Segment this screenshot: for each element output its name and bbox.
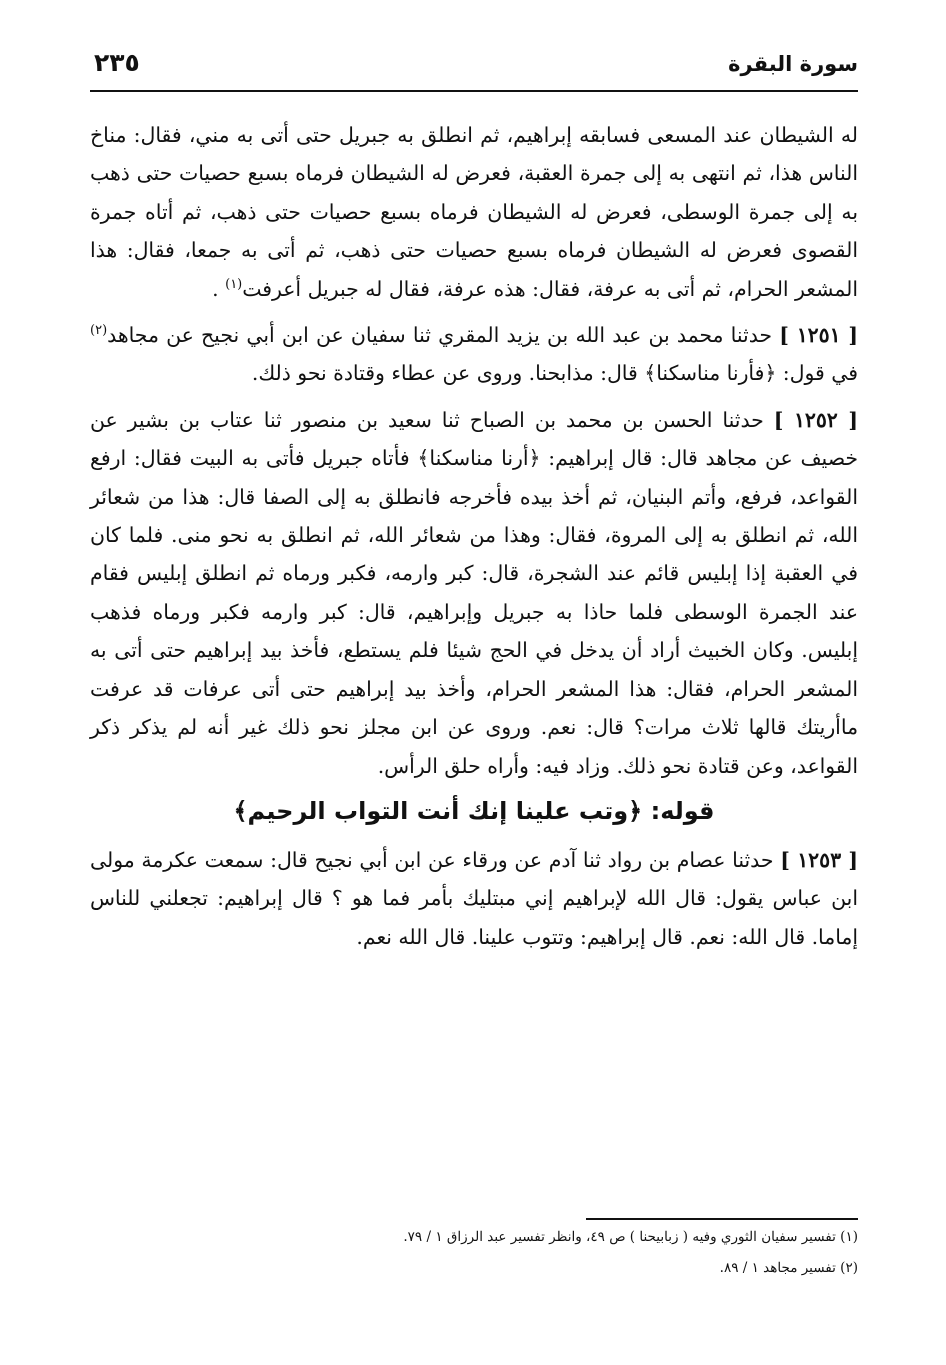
footnote-2: (٢) تفسير مجاهد ١ / ٨٩.	[719, 1260, 858, 1276]
hadith-number: [ ١٢٥١ ]	[779, 323, 859, 348]
hadith-number: [ ١٢٥٣ ]	[780, 847, 859, 872]
footnotes	[90, 1218, 858, 1282]
paragraph-text: حدثنا الحسن بن محمد بن الصباح ثنا سعيد بن منصور ثنا عتاب بن بشير عن خصيف عن مجاهد قال: قال إبراهيم: ﴿أرنا مناسكنا﴾ فأتاه جبريل فأتى به البيت فقال: ارفع القواعد، فرفع، وأتم البنيان، ثم أخذ بيده فأخرجه فانطلق به إلى الصفا قال: هذا من شعائر الله، ثم انطلق به إلى المروة، فقال: وهذا من شعائر الله، ثم انطلق به نحو منى. فلما كان في العقبة إذا إبليس قائم عند الشجرة، قال: كبر وارمه، فكبر ورماه ثم انطلق إبليس فقام عند الجمرة الوسطى فلما حاذا به جبريل وإبراهيم، قال: كبر وارمه فكبر ورماه فذهب إبليس. وكان الخبيث أراد أن يدخل في الحج شيئا فلم يستطع، فأخذ بيد إبراهيم حتى أتى به المشعر الحرام، فقال: هذا المشعر الحرام، وأخذ بيد إبراهيم حتى أتى عرفات قد عرفت ماأريتك قالها ثلاث مرات؟ قال: نعم. وروى عن ابن مجلز نحو ذلك غير أنه لم يذكر ذكر القواعد، وعن قتادة نحو ذلك. وزاد فيه: وأراه حلق الرأس.	[90, 407, 858, 778]
page-number: ٢٣٥	[94, 48, 140, 77]
paragraph-1253	[90, 841, 858, 956]
footnote-divider	[586, 1218, 858, 1220]
book-page	[90, 40, 858, 1330]
paragraph-text: حدثنا محمد بن عبد الله بن يزيد المقري ثنا سفيان عن ابن أبي نجيح عن مجاهد	[107, 323, 773, 348]
paragraph-1252	[90, 401, 858, 785]
hadith-number: [ ١٢٥٢ ]	[773, 407, 858, 432]
page-body	[90, 116, 858, 956]
paragraph-text: له الشيطان عند المسعى فسابقه إبراهيم، ثم انطلق به جبريل حتى أتى به مني، فقال: مناخ الناس هذا، ثم انتهى به إلى جمرة العقبة، فعرض له الشيطان فرماه بسبع حصيات حتى ذهب به إلى جمرة الوسطى، فعرض له الشيطان فرماه بسبع حصيات حتى ذهب، ثم أتاه جمرة القصوى فعرض له الشيطان فرماه بسبع حصيات حتى ذهب، ثم أتى به جمعا، فقال: هذا المشعر الحرام، ثم أتى به عرفة، فقال: هذه عرفة، فقال له جبريل أعرفت	[90, 123, 858, 301]
paragraph-tail: .	[212, 276, 226, 301]
paragraph-1251	[90, 316, 858, 393]
paragraph-tail: في قول: ﴿فأرنا مناسكنا﴾ قال: مذابحنا. وروى عن عطاء وقتادة نحو ذلك.	[251, 361, 858, 386]
paragraph-continuation	[90, 116, 858, 308]
footnote-1: (١) تفسير سفيان الثوري وفيه ( زبابيحنا ) ص ٤٩، وانظر تفسير عبد الرزاق ١ / ٧٩.	[403, 1229, 858, 1245]
page-header	[90, 40, 858, 92]
footnote-marker: (٢)	[90, 323, 108, 339]
surah-title: سورة البقرة	[728, 52, 858, 76]
paragraph-text: حدثنا عصام بن رواد ثنا آدم عن ورقاء عن ابن أبي نجيح قال: سمعت عكرمة مولى ابن عباس يقول: قال الله لإبراهيم إني مبتليك بأمر فما هو ؟ قال إبراهيم: تجعلني للناس إماما. قال الله: نعم. قال إبراهيم: وتتوب علينا. قال الله نعم.	[90, 847, 858, 949]
section-heading: قوله: ﴿وتب علينا إنك أنت التواب الرحيم﴾	[233, 796, 715, 825]
footnote-marker: (١)	[225, 276, 243, 292]
